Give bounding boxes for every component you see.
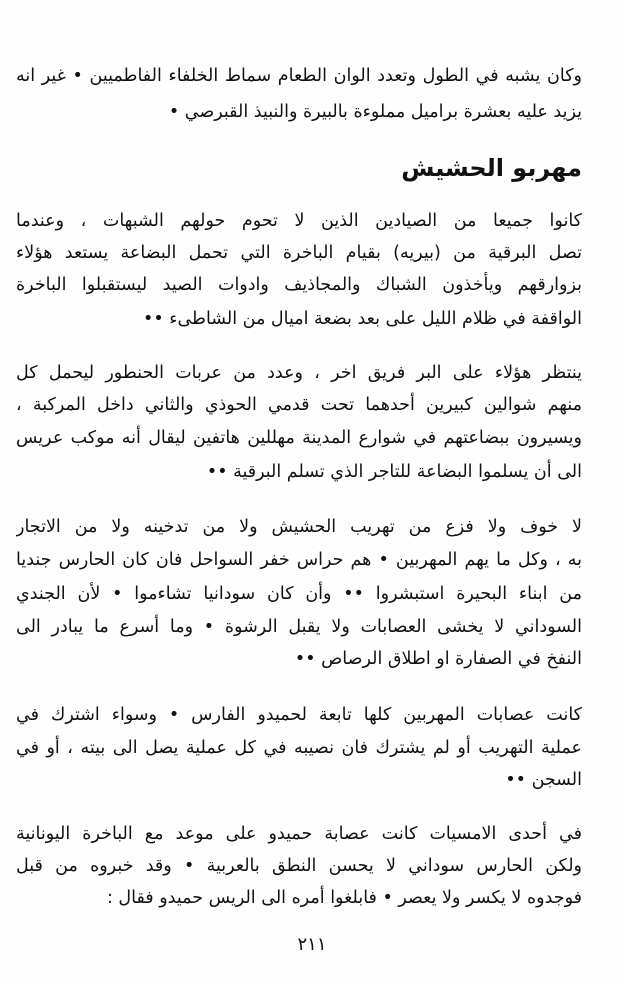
text-line: النفخ في الصفارة او اطلاق الرصاص ••: [294, 649, 582, 669]
text-line: وكان يشبه في الطول وتعدد الوان الطعام سماط الخلفاء الفاطميين • غير انه: [16, 66, 582, 86]
text-line: تصل البرقية من (بيريه) بقيام الباخرة التي تحمل البضاعة يستعد هؤلاء: [16, 243, 582, 263]
text-line: فوجدوه لا يكسر ولا يعصر • فابلغوا أمره الى الريس حميدو فقال :: [106, 888, 582, 908]
text-line: لا خوف ولا فزع من تهريب الحشيش ولا من تدخينه ولا من الاتجار: [16, 517, 582, 537]
text-line: منهم شوالين كبيرين أحدهما تحت قدمي الحوذي والثاني داخل المركبة ،: [16, 395, 582, 415]
text-line: ولكن الحارس سوداني لا يحسن النطق بالعربية • وقد خبروه من قبل: [16, 856, 582, 876]
text-line: به ، وكل ما يهم المهربين • هم حراس خفر السواحل فان كان الحارس جنديا: [16, 550, 582, 570]
text-line: الواقفة في ظلام الليل على بعد بضعة اميال من الشاطىء ••: [143, 309, 582, 329]
text-line: عملية التهريب أو لم يشترك فان نصيبه في كل عملية يصل الى بيته ، أو في: [16, 738, 582, 758]
text-line: بزوارقهم ويأخذون الشباك والمجاذيف وادوات الصيد ليستقبلوا الباخرة: [16, 275, 582, 295]
text-line: السجن ••: [505, 770, 582, 790]
section-heading: مهربو الحشيش: [401, 154, 582, 182]
text-line: من ابناء البحيرة استبشروا •• وأن كان سودانيا تشاءموا • لأن الجندي: [16, 584, 582, 604]
text-line: كانوا جميعا من الصيادين الذين لا تحوم حولهم الشبهات ، وعندما: [16, 211, 582, 231]
text-line: السوداني لا يخشى العصابات ولا يقبل الرشوة • وما أسرع ما يبادر الى: [16, 617, 582, 637]
text-line: في أحدى الامسيات كانت عصابة حميدو على موعد مع الباخرة اليونانية: [16, 824, 582, 844]
text-line: يزيد عليه بعشرة براميل مملوءة بالبيرة والنبيذ القبرصي •: [168, 102, 582, 122]
text-line: ويسيرون ببضاعتهم في شوارع المدينة مهللين هاتفين ليقال أنه موكب عريس: [16, 428, 582, 448]
text-line: كانت عصابات المهربين كلها تابعة لحميدو الفارس • وسواء اشترك في: [16, 705, 582, 725]
page-number: ٢١١: [297, 934, 327, 955]
text-line: الى أن يسلموا البضاعة للتاجر الذي تسلم البرقية ••: [206, 462, 582, 482]
text-line: ينتظر هؤلاء على البر فريق اخر ، وعدد من عربات الحنطور ليحمل كل: [16, 363, 582, 383]
